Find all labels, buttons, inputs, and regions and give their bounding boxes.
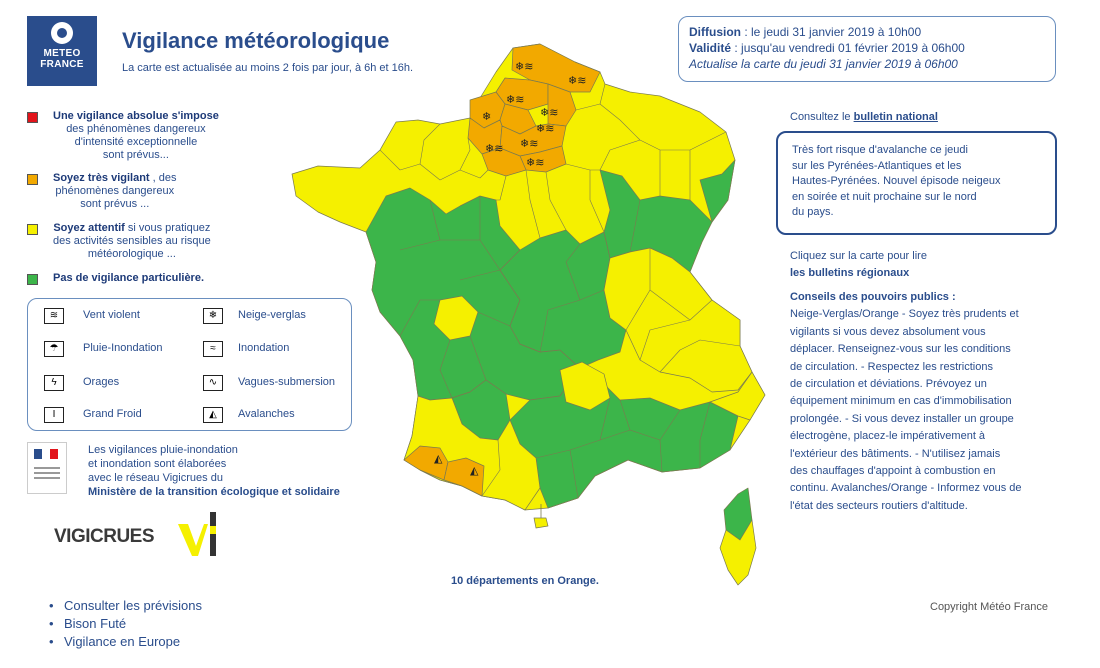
link-bison-fute[interactable]: • Bison Futé bbox=[64, 615, 202, 633]
snow-ice-icon: ❄≋ bbox=[485, 142, 504, 155]
page-subtitle: La carte est actualisée au moins 2 fois par jour, à 6h et 16h. bbox=[122, 62, 414, 74]
info-line: du pays. bbox=[792, 206, 834, 218]
conseils-line: Neige-Verglas/Orange - Soyez très prudents et bbox=[790, 308, 1019, 321]
snow-ice-icon: ❄≋ bbox=[506, 93, 525, 106]
snow-ice-icon: ❄≋ bbox=[540, 106, 559, 119]
vigicrues-logo[interactable]: VIGICRUES bbox=[54, 526, 155, 547]
phenomenon-label-cold: Grand Froid bbox=[83, 408, 142, 420]
bulletin-national-line bbox=[790, 111, 938, 123]
storm-icon: ϟ bbox=[44, 375, 64, 391]
info-line: en soirée et nuit prochaine sur le nord bbox=[792, 190, 977, 203]
legend-green-title: Pas de vigilance particulière. bbox=[53, 272, 205, 284]
snow-ice-icon: ❄≋ bbox=[526, 156, 545, 169]
copyright: Copyright Météo France bbox=[930, 601, 1048, 613]
phenomenon-label-wind: Vent violent bbox=[83, 309, 140, 321]
conseils-line: vigilants si vous devez absolument vous bbox=[790, 325, 986, 338]
snow-ice-icon: ❄≋ bbox=[568, 74, 587, 87]
conseils-line: continu. Avalanches/Orange - Informez vous de bbox=[790, 482, 1022, 495]
bulletin-national-link[interactable]: bulletin national bbox=[853, 111, 938, 123]
phenomenon-label-waves: Vagues-submersion bbox=[238, 376, 336, 388]
info-line: Très fort risque d'avalanche ce jeudi bbox=[792, 144, 968, 156]
conseils-line: de circulation et déviations. Prévoyez un bbox=[790, 378, 987, 391]
phenomenon-label-rain: Pluie-Inondation bbox=[83, 342, 163, 354]
regional-bulletins bbox=[790, 248, 927, 282]
snow-ice-icon: ❄ bbox=[482, 110, 492, 123]
snow-ice-icon: ❄≋ bbox=[536, 122, 555, 135]
conseils-line: de circulation. - Respectez les restrictions bbox=[790, 360, 993, 373]
legend-yellow-title: Soyez attentif bbox=[53, 222, 125, 234]
rain-flood-icon: ☂ bbox=[44, 341, 64, 357]
diffusion-label: Diffusion bbox=[689, 25, 741, 39]
vigicrues-note-line1: Les vigilances pluie-inondation bbox=[88, 444, 238, 456]
update-note: Actualise la carte du jeudi 31 janvier 2019 à 06h00 bbox=[689, 57, 958, 71]
conseils-line: électrogène, placez-le impérativement à bbox=[790, 430, 986, 443]
legend-yellow-rest: si vous pratiquez bbox=[124, 222, 211, 234]
avalanche-icon: ◭ bbox=[470, 464, 479, 477]
waves-icon: ∿ bbox=[203, 375, 223, 391]
logo-text: METEO FRANCE bbox=[40, 48, 84, 70]
snow-ice-icon: ❄≋ bbox=[520, 137, 539, 150]
legend-orange-rest: , des bbox=[149, 172, 177, 184]
vigicrues-note-line2: et inondation sont élaborées bbox=[88, 458, 227, 470]
validity-value: : jusqu'au vendredi 01 février 2019 à 06h00 bbox=[731, 41, 965, 55]
legend-orange-text2: sont prévus ... bbox=[80, 198, 150, 210]
phenomenon-label-snow: Neige-verglas bbox=[238, 309, 306, 321]
conseils-line: déplacer. Renseignez-vous sur les conditions bbox=[790, 343, 1011, 356]
link-previsions[interactable]: • Consulter les prévisions bbox=[64, 597, 202, 615]
legend-yellow-text2: météorologique ... bbox=[87, 248, 176, 260]
flood-icon: ≈ bbox=[203, 341, 223, 357]
conseils-line: équipement minimum en cas d'immobilisation bbox=[790, 395, 1012, 408]
page-title: Vigilance météorologique bbox=[122, 28, 390, 53]
snow-ice-icon: ❄ bbox=[203, 308, 223, 324]
orange-count: 10 départements en Orange. bbox=[451, 575, 599, 587]
phenomenon-label-flood: Inondation bbox=[238, 342, 290, 354]
legend-yellow-text1: des activités sensibles au risque bbox=[53, 235, 211, 247]
click-map-text: Cliquez sur la carte pour lire bbox=[790, 250, 927, 262]
conseils-title: Conseils des pouvoirs publics : bbox=[790, 291, 956, 303]
public-advice bbox=[790, 289, 1022, 515]
vigicrues-note-line4: Ministère de la transition écologique et solidaire bbox=[88, 486, 340, 498]
legend-orange-text1: phénomènes dangereux bbox=[55, 185, 175, 197]
legend-red-text2: d'intensité exceptionnelle bbox=[74, 136, 198, 148]
avalanche-icon: ◭ bbox=[203, 407, 223, 423]
legend-red-text3: sont prévus... bbox=[102, 149, 169, 161]
phenomenon-label-avalanche: Avalanches bbox=[238, 408, 295, 420]
small-island-marker bbox=[534, 518, 548, 528]
legend-orange-title: Soyez très vigilant bbox=[53, 172, 150, 184]
info-line: Hautes-Pyrénées. Nouvel épisode neigeux bbox=[792, 175, 1001, 187]
phenomenon-label-storm: Orages bbox=[83, 376, 120, 388]
info-box bbox=[776, 131, 1057, 235]
conseils-line: prolongée. - Si vous devez installer un groupe bbox=[790, 412, 1014, 425]
cold-icon: Ι bbox=[44, 407, 64, 423]
snow-ice-icon: ❄≋ bbox=[515, 60, 534, 73]
regional-bulletins-link[interactable]: les bulletins régionaux bbox=[790, 267, 910, 279]
vigicrues-note-line3: avec le réseau Vigicrues du bbox=[88, 472, 223, 484]
avalanche-icon: ◭ bbox=[434, 452, 443, 465]
conseils-line: des chauffages d'appoint à combustion en bbox=[790, 465, 996, 478]
link-vigilance-europe[interactable]: • Vigilance en Europe bbox=[64, 633, 202, 651]
legend-red-title: Une vigilance absolue s'impose bbox=[53, 110, 219, 122]
diffusion-value: : le jeudi 31 janvier 2019 à 10h00 bbox=[741, 25, 922, 39]
legend-red-text1: des phénomènes dangereux bbox=[66, 123, 206, 135]
conseils-line: l'extérieur des bâtiments. - N'utilisez jamais bbox=[790, 447, 1001, 460]
wind-icon: ≋ bbox=[44, 308, 64, 324]
conseils-line: l'état des secteurs routiers d'altitude. bbox=[790, 499, 968, 512]
info-line: sur les Pyrénées-Atlantiques et les bbox=[792, 159, 962, 172]
validity-label: Validité bbox=[689, 41, 732, 55]
consult-prefix: Consultez le bbox=[790, 111, 854, 123]
